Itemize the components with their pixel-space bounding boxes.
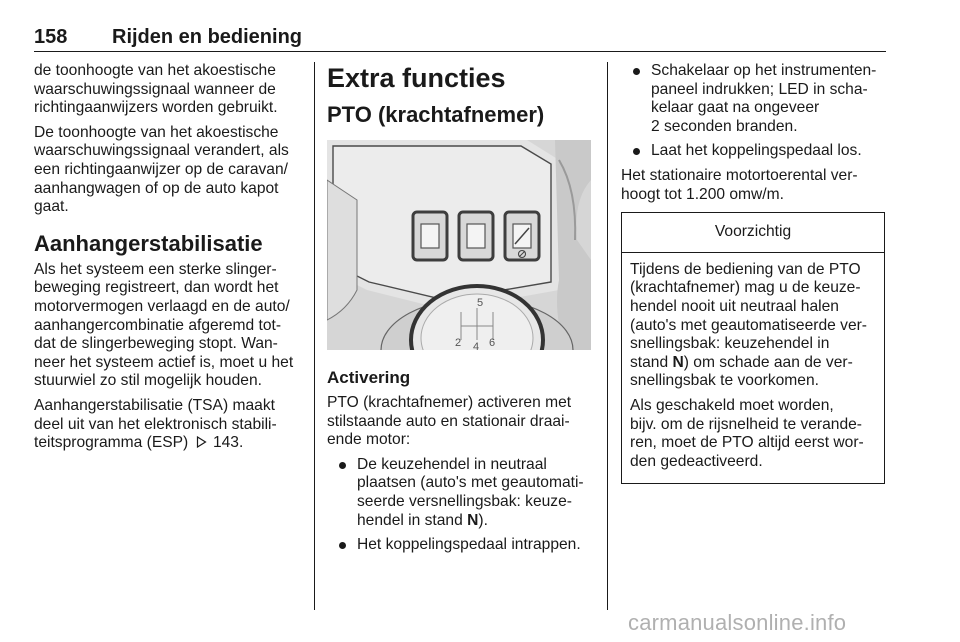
caution-title: Voorzichtig xyxy=(622,213,884,253)
chapter-title: Rijden en bediening xyxy=(112,26,303,48)
paragraph-activation-intro: PTO (krachtafnemer) activeren met stilstaande auto en stationair draai- ende motor: xyxy=(327,394,572,449)
heading-activation: Activering xyxy=(327,368,411,387)
svg-text:4: 4 xyxy=(473,341,480,350)
column-divider-left xyxy=(314,62,315,610)
gear-shift-switch-panel-illustration xyxy=(327,140,591,350)
header-rule xyxy=(34,51,886,52)
paragraph-continued: de toonhoogte van het akoestische waarschuwingssignaal wanneer de richtingaanwijzers worden gebruikt. xyxy=(34,62,278,117)
column-left xyxy=(34,62,302,459)
bullet-icon xyxy=(633,148,640,155)
heading-trailer-stability: Aanhangerstabilisatie xyxy=(34,230,263,256)
list-item: De keuzehendel in neutraal plaatsen (auto's met geautomati- seerde versnellingsbak: keuze- hendel in stand N). xyxy=(327,456,595,530)
column-divider-right xyxy=(607,62,608,610)
paragraph-pitch-change: De toonhoogte van het akoestische waarschuwingssignaal verandert, als een richtingaanwijzer op de caravan/ aanhangwagen of op de auto kapot gaat. xyxy=(34,123,289,216)
svg-text:6: 6 xyxy=(489,337,496,349)
caution-paragraph: Als geschakeld moet worden, bijv. om de rijsnelheid te verande- ren, moet de PTO altijd eerst wor- den gedeactiveerd. xyxy=(630,396,864,470)
page-number: 158 xyxy=(34,26,68,48)
list-item: Schakelaar op het instrumenten- paneel indrukken; LED in scha- kelaar gaat na ongeveer 2 seconden branden. xyxy=(621,62,887,136)
svg-text:2: 2 xyxy=(455,337,462,349)
bullet-icon xyxy=(339,462,346,469)
caution-body xyxy=(622,253,884,484)
column-middle xyxy=(327,62,595,561)
column-right xyxy=(621,62,887,484)
paragraph-tsa: Aanhangerstabilisatie (TSA) maakt deel uit van het elektronisch stabili- teitsprogramma (ESP) 143. xyxy=(34,396,277,452)
heading-pto: PTO (krachtafnemer) xyxy=(327,102,545,127)
heading-extra-functions: Extra functies xyxy=(327,63,506,93)
bullet-icon xyxy=(339,542,346,549)
page-reference-icon xyxy=(196,436,207,448)
paragraph-trailer-stability: Als het systeem een sterke slinger- beweging registreert, dan wordt het motorvermogen verlaagd en de auto/ aanhangercombinatie afgeremd tot- dat de slingerbeweging stopt. Wan- neer het systeem actief is, moet u het stuurwiel zo stil mogelijk houden. xyxy=(34,260,294,390)
svg-text:5: 5 xyxy=(477,297,484,309)
pto-switch-illustration xyxy=(327,140,591,350)
paragraph-idle-speed: Het stationaire motortoerental ver- hoogt tot 1.200 omw/m. xyxy=(621,166,858,203)
list-item: Het koppelingspedaal intrappen. xyxy=(327,536,595,555)
watermark: carmanualsonline.info xyxy=(628,610,847,635)
bullet-icon xyxy=(633,68,640,75)
page-header xyxy=(34,24,886,54)
caution-box xyxy=(621,212,885,484)
caution-paragraph: Tijdens de bediening van de PTO (krachtafnemer) mag u de keuze- hendel nooit uit neutraal halen (auto's met geautomatiseerde ver- snellingsbak: keuzehendel in stand N) om schade aan de ver- snellingsbak te voorkomen. xyxy=(630,260,867,390)
page-reference[interactable]: 143. xyxy=(212,434,244,452)
list-item: Laat het koppelingspedaal los. xyxy=(621,142,887,161)
